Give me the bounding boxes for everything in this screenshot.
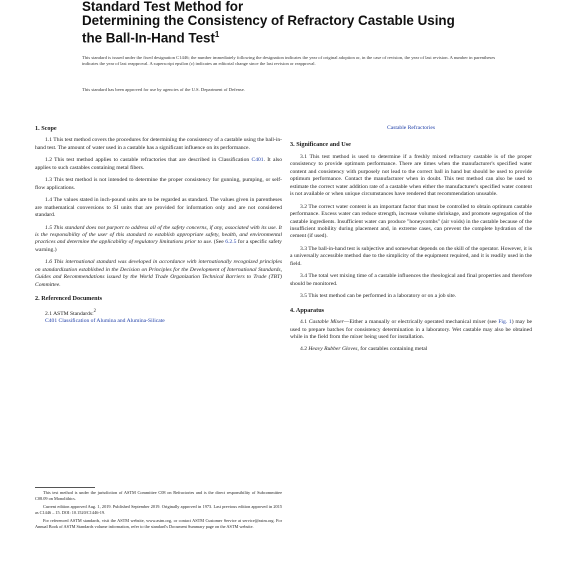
left-column bbox=[35, 125, 282, 325]
para-1-1: 1.1 This test method covers the procedures for determining the consistency of a castable using the ball-in-hand test. The amount of water used in a castable has a significant influence on its performance. bbox=[35, 137, 282, 151]
para-4-1-text-c: ) may be used to prepare batches for consistency determination in a laboratory. Wet castable may also be obtained while in the field from the mixer being used for installation. bbox=[290, 319, 532, 340]
para-3-2: 3.2 The correct water content is an important factor that must be controlled to obtain optimum castable performance. Excess water can reduce strength, increase volume shrinkage, and promote segregation of the castable ingredients. Insufficient water can produce "honeycombs" (air voids) in the castable because of the insufficient mobility during placement and, in extreme cases, can prevent the complete hydration of the cement (if used). bbox=[290, 203, 532, 240]
para-4-2 bbox=[290, 346, 532, 353]
title-line-3 bbox=[82, 28, 522, 45]
para-1-5 bbox=[35, 225, 282, 255]
para-3-5: 3.5 This test method can be performed in a laboratory or on a job site. bbox=[300, 293, 457, 300]
footnotes bbox=[35, 490, 282, 533]
title-line-2: Determining the Consistency of Refractory Castable Using bbox=[82, 13, 455, 28]
link-c401[interactable]: C401 bbox=[251, 157, 264, 164]
para-1-6: 1.6 This international standard was developed in accordance with internationally recognized principles on standardization established in the Decision on Principles for the Development of International Standards, Guides and Recommendations issued by the World Trade Organization Technical Barriers to Trade (TBT) Committee. bbox=[35, 259, 282, 288]
para-1-2-text-a: 1.2 This test method applies to castable refractories that are described in Classification bbox=[45, 157, 252, 164]
para-4-2-text-b: , for castables containing metal bbox=[357, 346, 428, 353]
para-1-5-text-b: (See bbox=[212, 239, 226, 246]
ref-astm-standards-text: 2.1 ASTM Standards: bbox=[45, 310, 94, 317]
para-4-1 bbox=[290, 319, 532, 341]
scope-heading: 1. Scope bbox=[35, 125, 57, 132]
para-1-3: 1.3 This test method is not intended to determine the proper consistency for gunning, pumping, or self-flow applications. bbox=[35, 177, 282, 191]
ref-astm-standards bbox=[45, 308, 282, 318]
footnote-2: Current edition approved Aug. 1, 2019. Published September 2019. Originally approved in 1973. Last previous edition approved in 2015 as C1446 – 15. DOI: 10.1520/C1446-19. bbox=[35, 504, 282, 515]
ref-footnote-marker: 2 bbox=[93, 308, 96, 314]
para-1-2 bbox=[35, 157, 282, 172]
title-footnote-marker: 1 bbox=[214, 30, 220, 39]
link-6-2-5[interactable]: 6.2.5 bbox=[225, 239, 237, 246]
title-line-3-text: the Ball-In-Hand Test bbox=[82, 30, 215, 46]
footnote-divider bbox=[35, 487, 95, 488]
para-1-5-text-c: for a specific safety warning.) bbox=[35, 239, 282, 253]
document-title bbox=[82, 0, 522, 45]
para-4-2-num: 4.2 bbox=[300, 346, 309, 353]
significance-heading: 3. Significance and Use bbox=[290, 141, 351, 149]
para-4-1-num: 4.1 bbox=[300, 319, 309, 326]
para-1-5-italic: 1.5 This standard does not purport to address all of the safety concerns, if any, associated with its use. It is the responsibility of the user of this standard to establish appropriate safety, health, and environmental practices and determine the applicability of regulatory limitations prior to use. bbox=[35, 224, 282, 246]
apparatus-heading: 4. Apparatus bbox=[290, 306, 325, 314]
link-castable-refractories[interactable]: Castable Refractories bbox=[387, 125, 435, 131]
link-ref-c401-title[interactable]: Classification of Alumina and Alumina-Silicate bbox=[57, 317, 165, 324]
footnote-1: This test method is under the jurisdiction of ASTM Committee C08 on Refractories and is the direct responsibility of Subcommittee C08.09 on Monolithics. bbox=[35, 490, 282, 501]
para-4-1-italic: Castable Mixer bbox=[308, 319, 344, 326]
para-1-4: 1.4 The values stated in inch-pound units are to be regarded as standard. The values given in parentheses are mathematical conversions to SI units that are provided for information only and are not considered standard. bbox=[35, 197, 282, 219]
designation-notice: This standard is issued under the fixed designation C1446; the number immediately following the designation indicates the year of original adoption or, in the case of revision, the year of last revision. A number in parentheses indicates the year of last reapproval. A superscript epsilon (ε) indicates an editorial change since the last revision or reapproval. bbox=[82, 55, 496, 66]
para-4-1-text-b: —Either a manually or electrically operated mechanical mixer (see bbox=[343, 319, 499, 326]
para-3-1: 3.1 This test method is used to determine if a freshly mixed refractory castable is of the proper consistency to provide optimum performance. There are times when the manufacturer's specified water content and consistency with purposely not lead to the correct ball in hand but should be used to provide optimum performance. Contact the manufacturer when in doubt. This test method can also be used to estimate the correct water addition rate of a castable when either the manufacturer's specified water content is not available or when unique circumstances have rendered that recommendation unusable. bbox=[290, 153, 532, 198]
para-3-4: 3.4 The total wet mixing time of a castable influences the rheological and final properties and therefore should be monitored. bbox=[290, 273, 532, 287]
right-column bbox=[290, 125, 532, 359]
referenced-documents-heading: 2. Referenced Documents bbox=[35, 295, 103, 303]
defense-approval-notice: This standard has been approved for use by agencies of the U.S. Department of Defense. bbox=[82, 87, 245, 92]
para-4-2-italic: Heavy Rubber Gloves bbox=[308, 346, 358, 353]
link-ref-c401-code[interactable]: C401 bbox=[45, 317, 58, 324]
para-1-2-text-b: . It also applies to such castables containing metal fibers. bbox=[35, 157, 282, 171]
title-line-1: Standard Test Method for bbox=[82, 0, 244, 14]
footnote-3: For referenced ASTM standards, visit the ASTM website, www.astm.org, or contact ASTM Customer Service at service@astm.org. For Annual Book of ASTM Standards volume information, refer to the standard's Document Summary page on the ASTM website. bbox=[35, 518, 282, 529]
para-3-3: 3.3 The ball-in-hand test is subjective and somewhat depends on the skill of the operator. However, it is a universally accessible method due to the simplicity of the equipment required, and it is readily used in the field. bbox=[290, 245, 532, 267]
ref-c401-entry bbox=[45, 318, 282, 325]
link-fig-1[interactable]: Fig. 1 bbox=[498, 319, 512, 326]
